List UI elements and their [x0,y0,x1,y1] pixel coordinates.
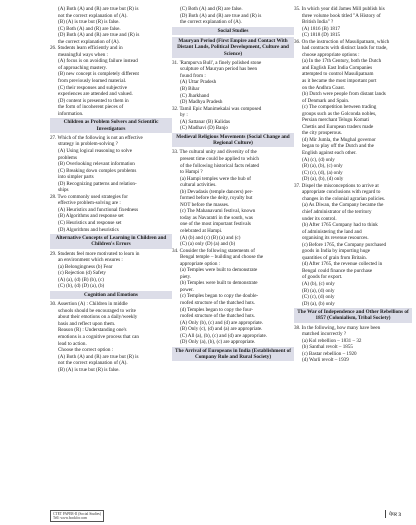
text-line: (D) (a), (b) only [302,300,335,307]
text-line: (A) Both (A) and (R) are true but (R) is [58,353,139,360]
text-line: (a) Temples were built to demonstrate [180,267,258,274]
text-line: choose appropriate options : [302,51,360,58]
question-line: 26. Students learn efficiently and in [50,45,123,52]
text-line: (B) (a), (d) only [302,287,335,294]
text-line: to Hampi ? [180,169,203,176]
text-line: present time could be applied to which [180,155,259,162]
text-line: of goods for export. [302,274,343,281]
question-line: 29. Students feel more motivated to learn in [50,250,140,257]
text-line: (C) Both (A) and (R) are false. [180,6,243,12]
text-line: (d) Temples began to copy the four- [180,306,254,313]
text-line: (c) The Mahanavami festival, known [180,208,256,215]
text-line: (C) (b), (d) (D) (a), (b) [58,283,105,290]
text-line: (C) 1818 (D) 1815 [302,32,341,39]
text-line: (b) Temples were built to demonstrate [180,280,258,287]
text-line: (A) (b), (c) only [302,280,335,287]
text-line: (B) (A) is true but (R) is false. [58,366,120,373]
text-line: (a) Belongingness (b) Fear [58,263,113,270]
text-line: (D) content is presented to them in [58,97,129,104]
section-heading: The Arrival of Europeans in India (Establishment of Company Rule and Rural Society) [172,347,294,362]
text-line: (a) Kol rebellion – 1831 – 32 [302,337,362,344]
text-line: problems [58,154,77,161]
text-line: Choose the correct option : [58,347,114,354]
text-line: (D) (a), (b), (d) only [302,176,344,183]
column-left [50,6,172,373]
question-line: 30. Assertion (A) : Children in middle [50,301,128,308]
text-line: an environment which ensures : [58,257,123,264]
text-line: not the correct explanation of (A). [58,360,128,367]
text-line: (D) Both (A) and (R) are true and (R) is [58,32,140,39]
text-line: NOT before the masses. [180,201,230,208]
footer-source-line1: CTET PAPER-II (Social Studies) [53,511,102,516]
text-line: (B) (A) is true but (R) is false. [58,19,120,26]
text-line: (d) Mir Jumla, the Mughal governor [302,136,376,143]
text-line: about their emotions on a daily/weekly [58,314,138,321]
text-line: (D) Only (a), (b), (c) are appropriate. [180,339,256,346]
text-line: (C) Jharkhand [180,92,209,99]
text-line: (A) Heuristics and functional fixedness [58,206,139,213]
text-line: power. [180,286,194,293]
text-line: (A) 1816 (B) 1817 [302,25,341,32]
page-number-footer [385,510,401,518]
text-line: roofed structure of the thatched huts. [180,300,255,307]
text-line: and English East India Companies [302,64,373,71]
text-line: (D) Recognizing patterns and relation- [58,180,137,187]
text-line: (C) (a) only (D) (a) and (b) [180,241,236,248]
section-heading: Cognition and Emotions [50,291,172,299]
question-line: 27. Which of the following is not an effective [50,134,143,141]
section-heading: Social Studies [172,27,294,35]
text-line: three volume book titled "A History of [302,12,381,19]
section-heading: The War of Independence and Other Rebellions of 1857 (Colonialism, Tribal Society) [294,308,412,323]
text-line: (d) Warli revolt – 1939 [302,357,349,364]
text-line: roofed structure of the thatched huts. [180,313,255,320]
text-line: (A) Both (A) and (R) are true but (R) is [58,6,139,12]
text-line: effective problem-solving are : [58,200,121,207]
text-line: (a) Hampi temples were the hub of [180,175,252,182]
text-line: (C) All (a), (b), (c) and (d) are appropriate. [180,332,267,339]
text-line: changes in the colonial agrarian policies. [302,195,386,202]
question-line: 38. In the following, how many have been [294,324,381,331]
text-line: Bengal could finance the purchase [302,267,373,274]
text-line: (D) Both (A) and (R) are true and (R) is [180,12,262,19]
text-line: as it became the most important port [302,78,377,85]
question-line: 28. Two commonly used strategies for [50,193,128,200]
text-line: not the correct explanation of (A). [58,12,128,19]
text-line: (B) new concept is completely different [58,71,139,78]
text-line: (B) Algorithms and response set [58,213,124,220]
text-line: one of the most important festivals [180,221,251,228]
text-line: (C) Heuristics and response set [58,220,122,226]
text-line: on the Andhra Coast. [302,84,346,91]
section-heading: Alternative Concepts of Learning in Children and Children's Errors [50,234,172,249]
text-line: (A) Only (b), (c) and (d) are appropriate. [180,319,264,326]
text-line: (A) focus is on avoiding failure instead [58,58,138,65]
text-line: (C) Both (A) and (R) are false. [58,25,121,32]
text-line: (b) Devadasis (temple dancers) per- [180,188,253,195]
section-heading: Medieval Religious Movements (Social Change and Regional Culture) [172,133,294,148]
text-line: (d) After 1765, the revenue collected in [302,261,383,268]
text-line: (C) their responses and subjective [58,84,128,91]
text-line: (c) Before 1765, the Company purchased [302,241,387,248]
text-line: began to play off the Dutch and the [302,143,374,150]
text-line: (b) Dutch were people from distant lands [302,91,386,98]
text-line: groups such as the Golconda nobles, [302,110,377,117]
text-line: cultural activities. [180,182,217,189]
text-line: (A) Uttar Pradesh [180,79,217,86]
text-line: of Denmark and Spain. [302,97,350,104]
text-line: (D) Madhya Pradesh [180,99,223,106]
text-line: matched incorrectly ? [302,331,347,338]
text-line: (D) Algorithms and heuristics [58,226,119,233]
text-line: (c) The competition between trading [302,104,377,111]
question-line: 31. 'Rampurva Bull', a finely polished stone [172,59,262,66]
page-number: 3 [398,512,401,518]
text-line: (a) As Diwan, the Company became the [302,202,384,209]
text-line: strategy in problem-solving ? [58,141,118,148]
text-line: of approaching mastery. [58,64,108,71]
text-line: (C) Madhavi (D) Banjo [180,125,228,132]
footer-source-line2: Tell: www.bookfor.com [53,515,88,520]
question-line: 36. On the instruction of Masulipatnam, which [294,38,390,45]
question-line: 32. Tamil Epic Manimekalai was composed [172,105,262,112]
text-line: lead to action. [58,340,87,347]
text-line: goods in India by importing huge [302,248,371,255]
text-line: experiences are attended and valued. [58,91,133,98]
text-line: (B) (a), (b), (c) only [302,163,343,170]
text-line: British India" ? [302,19,334,26]
text-line: from previously learned material. [58,78,127,85]
text-line: Bengal temple – building and choose the [180,254,264,261]
text-line: sculpture of Mauryan period has been [180,66,258,73]
text-line: of the following historical facts related [180,162,260,169]
text-line: Persian merchant Telugu Komati [302,117,370,124]
text-line: (C) (c), (d) only [302,294,335,301]
text-line: celebrated at Hampi. [180,228,223,234]
text-line: quantities of grain from Britain. [302,254,367,261]
text-line: the city prosperous. [302,130,343,137]
page-label: पेपर [389,512,398,518]
text-line: emotions is a cognitive process that can [58,334,139,340]
text-line: Chettis and European traders made [302,123,374,130]
section-heading: Mauryan Period (First Empire and Contact With Distant Lands, Political Development, Culture and Science) [172,37,294,58]
text-line: (A) Sattanar (B) Kalidas [180,118,230,125]
text-line: basis and reflect upon them. [58,320,116,327]
text-line: English against each other. [302,150,357,157]
text-line: attempted to control Masulipatnam [302,71,374,78]
text-line: (C) Breaking down complex problems [58,167,137,174]
text-line: (b) Santhal revolt – 1855 [302,344,353,351]
question-line: 34. Consider the following statements of [172,247,255,254]
text-line: formed before the deity, royalty but [180,195,253,202]
text-line: today as Navaratri in the south, was [180,214,253,221]
text-line: ships [58,187,69,194]
text-line: information. [58,110,84,117]
text-line: (c) Temples began to copy the double- [180,293,259,300]
text-line: the correct explanation of (A). [180,19,242,26]
text-line: appropriate conclusions with regard to [302,189,381,196]
text-line: (A) (b) and (c) (B) (a) and (c) [180,234,241,241]
text-line: (A) Using logical reasoning to solve [58,147,132,154]
text-line: meaningful ways when : [58,51,108,58]
text-line: into simpler parts [58,174,94,181]
question-line: 33. The cultural unity and diversity of the [172,149,257,156]
text-line: (A) (a), (d) (B) (b), (c) [58,276,104,283]
column-right [294,6,412,364]
text-line: (B) Only (c), (d) and (a) are appropriate. [180,326,263,333]
text-line: schools should be encouraged to write [58,307,136,314]
text-line: had contracts with distinct lands for trade, [302,45,388,52]
footer-source [50,510,104,522]
text-line: of administering the land and [302,228,362,235]
text-line: appropriate option : [180,260,221,267]
text-line: organising its revenue resources. [302,235,369,242]
question-line: 37. Dispel the misconceptions to arrive at [294,182,379,189]
question-line: 35. In which year did James Mill publish his [294,6,385,12]
text-line: (B) Overlooking relevant information [58,161,135,168]
text-line: under its control. [302,215,337,222]
text-line: (a) In the 17th Century, both the Dutch [302,58,382,65]
text-line: the correct explanation of (A). [58,38,120,45]
text-line: found from : [180,72,206,79]
text-line: Reason (R) : Understanding one's [58,327,127,334]
column-middle [172,6,294,363]
text-line: chief administrator of the territory [302,208,372,215]
text-line: (A) (c), (d) only [302,156,335,163]
text-line: the form of incoherent pieces of [58,104,124,111]
text-line: piety. [180,273,192,280]
text-line: (b) After 1765 Company had to think [302,222,378,229]
text-line: by : [180,112,188,119]
text-line: (c) Rejection (d) Safety [58,270,106,277]
section-heading: Children as Problem Solvers and Scientific Investigators [50,118,172,133]
text-line: (C) (c), (d), (a) only [302,169,343,176]
text-line: (B) Bihar [180,86,200,93]
text-line: (c) Bastar rebellion – 1920 [302,350,357,357]
